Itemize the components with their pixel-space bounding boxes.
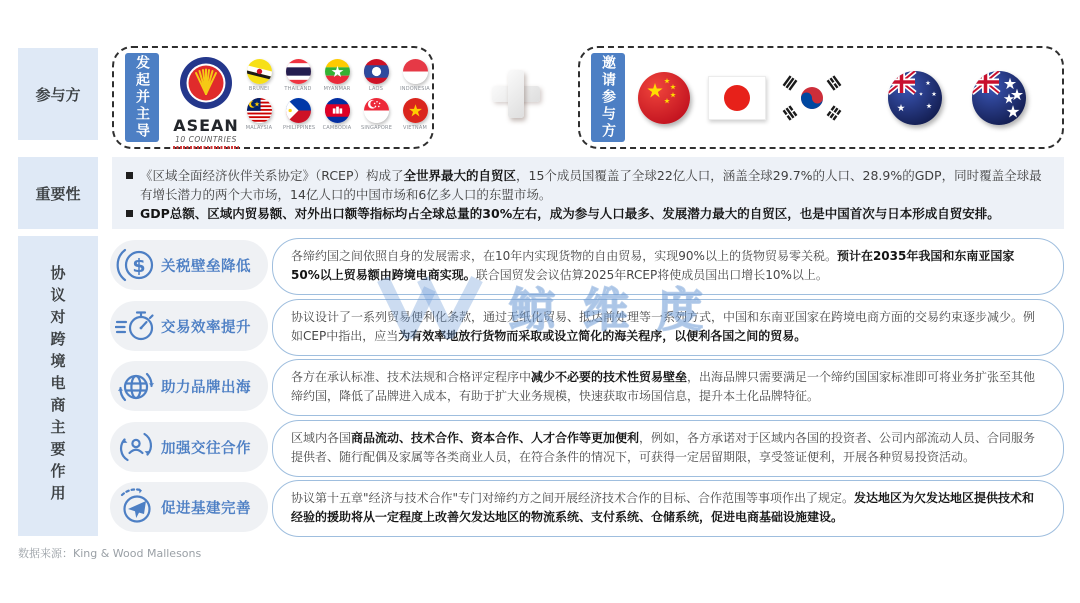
effect-pill-infrastructure bbox=[110, 482, 268, 532]
text-segment: 联合国贸发会议估算2025年RCEP将使成员国出口增长10%以上。 bbox=[475, 268, 828, 283]
text-segment-bold: 商品流动、技术合作、资本合作、人才合作等更加便利 bbox=[351, 431, 640, 445]
effect-title: 促进基建完善 bbox=[161, 500, 251, 517]
text-segment: 区域内各国 bbox=[291, 431, 352, 445]
flag-name: CAMBODIA bbox=[322, 125, 352, 131]
svg-text:$: $ bbox=[132, 255, 146, 277]
asean-logo bbox=[166, 56, 246, 149]
effect-pill-tariff bbox=[110, 240, 268, 290]
asean-title: ASEAN bbox=[173, 116, 239, 135]
vietnam-flag-icon bbox=[403, 98, 428, 123]
importance-bullet-text bbox=[140, 204, 1000, 223]
watermark-text: 鲸维度 bbox=[509, 283, 731, 337]
flag-name: PHILIPPINES bbox=[283, 125, 316, 131]
japan-flag-icon bbox=[708, 76, 766, 120]
asean-emblem-icon bbox=[179, 56, 233, 110]
plane-icon bbox=[115, 486, 157, 528]
initiator-box bbox=[112, 46, 434, 149]
flag-cell-laos bbox=[361, 59, 391, 92]
indonesia-flag-icon bbox=[403, 59, 428, 84]
invited-box bbox=[578, 46, 1064, 149]
text-segment-bold: 全世界最大的自贸区 bbox=[403, 168, 516, 183]
importance-bullet bbox=[126, 166, 1048, 204]
flag-name: INDONESIA bbox=[400, 86, 430, 92]
importance-label bbox=[18, 157, 98, 229]
participants-label-text: 参与方 bbox=[35, 85, 81, 104]
flag-cell-indonesia bbox=[400, 59, 430, 92]
invited-tab bbox=[591, 53, 625, 142]
bullet-square-icon bbox=[126, 210, 133, 217]
flag-cell-malaysia bbox=[244, 98, 274, 131]
flag-name: MALAYSIA bbox=[245, 125, 273, 131]
effects-label bbox=[18, 236, 98, 536]
flag-name: VIETNAM bbox=[403, 125, 427, 131]
text-segment: 《区域全面经济伙伴关系协定》（RCEP）构成了 bbox=[140, 168, 404, 183]
effect-description bbox=[272, 420, 1064, 477]
flag-cell-brunei bbox=[244, 59, 274, 92]
text-segment-bold: 为有效率地放行货物而采取或设立简化的海关程序，以便利各国之间的贸易。 bbox=[398, 329, 807, 344]
flag-cell-cambodia bbox=[322, 98, 352, 131]
invited-tab-text: 邀请参与方 bbox=[600, 55, 616, 140]
malaysia-flag-icon bbox=[247, 98, 272, 123]
asean-tagline bbox=[173, 146, 239, 149]
flag-cell-singapore bbox=[361, 98, 391, 131]
brunei-flag-icon bbox=[247, 59, 272, 84]
text-segment-bold: 减少不必要的技术性贸易壁垒 bbox=[531, 370, 688, 384]
flag-name: MYANMAR bbox=[323, 86, 351, 92]
laos-flag-icon bbox=[364, 59, 389, 84]
effect-description bbox=[272, 299, 1064, 356]
text-segment-bold: 预计在2035年我国和东南亚国家50%以上贸易额由跨境电商实现。 bbox=[291, 249, 1015, 283]
text-segment-bold: GDP总额、区域内贸易额、对外出口额等指标均占全球总量的30%左右，成为参与人口最多、发展潜力最大的自贸区，也是中国首次与日本形成自贸安排。 bbox=[140, 206, 1000, 221]
effect-title: 加强交往合作 bbox=[161, 440, 251, 457]
flag-name: THAILAND bbox=[284, 86, 312, 92]
text-segment: ，出海品牌只需要满足一个缔约国国家标准即可将业务扩张至其他缔约国，降低了品牌进入成本，有助于扩大业务规模，快速获取市场国信息，提升本土化品牌特征。 bbox=[291, 370, 1036, 404]
flag-cell-myanmar bbox=[322, 59, 352, 92]
initiator-tab bbox=[125, 53, 159, 142]
importance-bullet bbox=[126, 204, 1048, 223]
importance-label-text: 重要性 bbox=[35, 184, 81, 203]
people-exchange-icon bbox=[115, 426, 157, 468]
importance-content bbox=[112, 157, 1064, 229]
thailand-flag-icon bbox=[286, 59, 311, 84]
flag-cell-philippines bbox=[283, 98, 316, 131]
initiator-tab-text: 发起并主导 bbox=[134, 55, 150, 140]
asean-flag-grid bbox=[244, 59, 430, 131]
text-segment: 各方在承认标准、技术法规和合格评定程序中 bbox=[291, 370, 532, 384]
effect-description bbox=[272, 238, 1064, 295]
new-zealand-flag-icon bbox=[972, 71, 1026, 125]
data-source: 数据来源：King & Wood Mallesons bbox=[18, 547, 202, 560]
effect-description bbox=[272, 480, 1064, 537]
effect-pill-cooperation bbox=[110, 422, 268, 472]
australia-flag-icon bbox=[888, 71, 942, 125]
flag-cell-vietnam bbox=[400, 98, 430, 131]
text-segment-bold: 发达地区为欠发达地区提供技术和经验的援助将从一定程度上改善欠发达地区的物流系统、支付系统、仓储系统，促进电商基础设施建设。 bbox=[291, 491, 1035, 525]
flag-cell-thailand bbox=[283, 59, 313, 92]
effect-title: 关税壁垒降低 bbox=[161, 258, 251, 275]
flag-name: LAOS bbox=[368, 86, 384, 92]
participants-label bbox=[18, 48, 98, 140]
stopwatch-icon bbox=[115, 305, 157, 347]
text-segment: ，15个成员国覆盖了全球22亿人口，涵盖全球29.7%的人口、28.9%的GDP，同时覆盖全球最有增长潜力的两个大市场，14亿人口的中国市场和6亿多人口的东盟市场。 bbox=[140, 168, 1042, 202]
text-segment: 各缔约国之间依照自身的发展需求，在10年内实现货物的自由贸易，实现90%以上的货物贸易零关税。 bbox=[291, 249, 837, 263]
china-flag-icon bbox=[638, 72, 690, 124]
effect-pill-brand bbox=[110, 361, 268, 411]
myanmar-flag-icon bbox=[325, 59, 350, 84]
text-segment: ，例如，各方承诺对于区域内各国的投资者、公司内部流动人员、合同服务提供者、随行配偶及家属等各类商业人员，在符合条件的情况下，可获得一定居留期限，享受签证便利，开展各种贸易投资活动。 bbox=[291, 431, 1036, 465]
philippines-flag-icon bbox=[286, 98, 311, 123]
effects-label-text: 协议对跨境电商主要作用 bbox=[48, 265, 67, 507]
text-segment: 协议设计了一系列贸易便利化条款，通过无纸化贸易、抵达前处理等一系列方式，中国和东南亚国家在跨境电商方面的交易约束逐步减少。例如CEP中指出，应当 bbox=[291, 310, 1036, 344]
effect-pill-efficiency bbox=[110, 301, 268, 351]
south-korea-flag-icon bbox=[778, 73, 846, 127]
globe-icon bbox=[115, 365, 157, 407]
text-segment: 协议第十五章"经济与技术合作"专门对缔约方之间开展经济技术合作的目标、合作范围等事项作出了规定。 bbox=[291, 491, 855, 505]
bullet-square-icon bbox=[126, 172, 133, 179]
effect-title: 助力品牌出海 bbox=[161, 379, 251, 396]
asean-subtitle: 10 COUNTRIES bbox=[175, 135, 237, 144]
plus-icon bbox=[492, 70, 540, 118]
effect-title: 交易效率提升 bbox=[161, 319, 251, 336]
singapore-flag-icon bbox=[364, 98, 389, 123]
importance-bullet-text bbox=[140, 166, 1048, 204]
cambodia-flag-icon bbox=[325, 98, 350, 123]
flag-name: SINGAPORE bbox=[361, 125, 393, 131]
flag-name: BRUNEI bbox=[248, 86, 270, 92]
effect-description bbox=[272, 359, 1064, 416]
tariff-dollar-icon bbox=[115, 244, 157, 286]
